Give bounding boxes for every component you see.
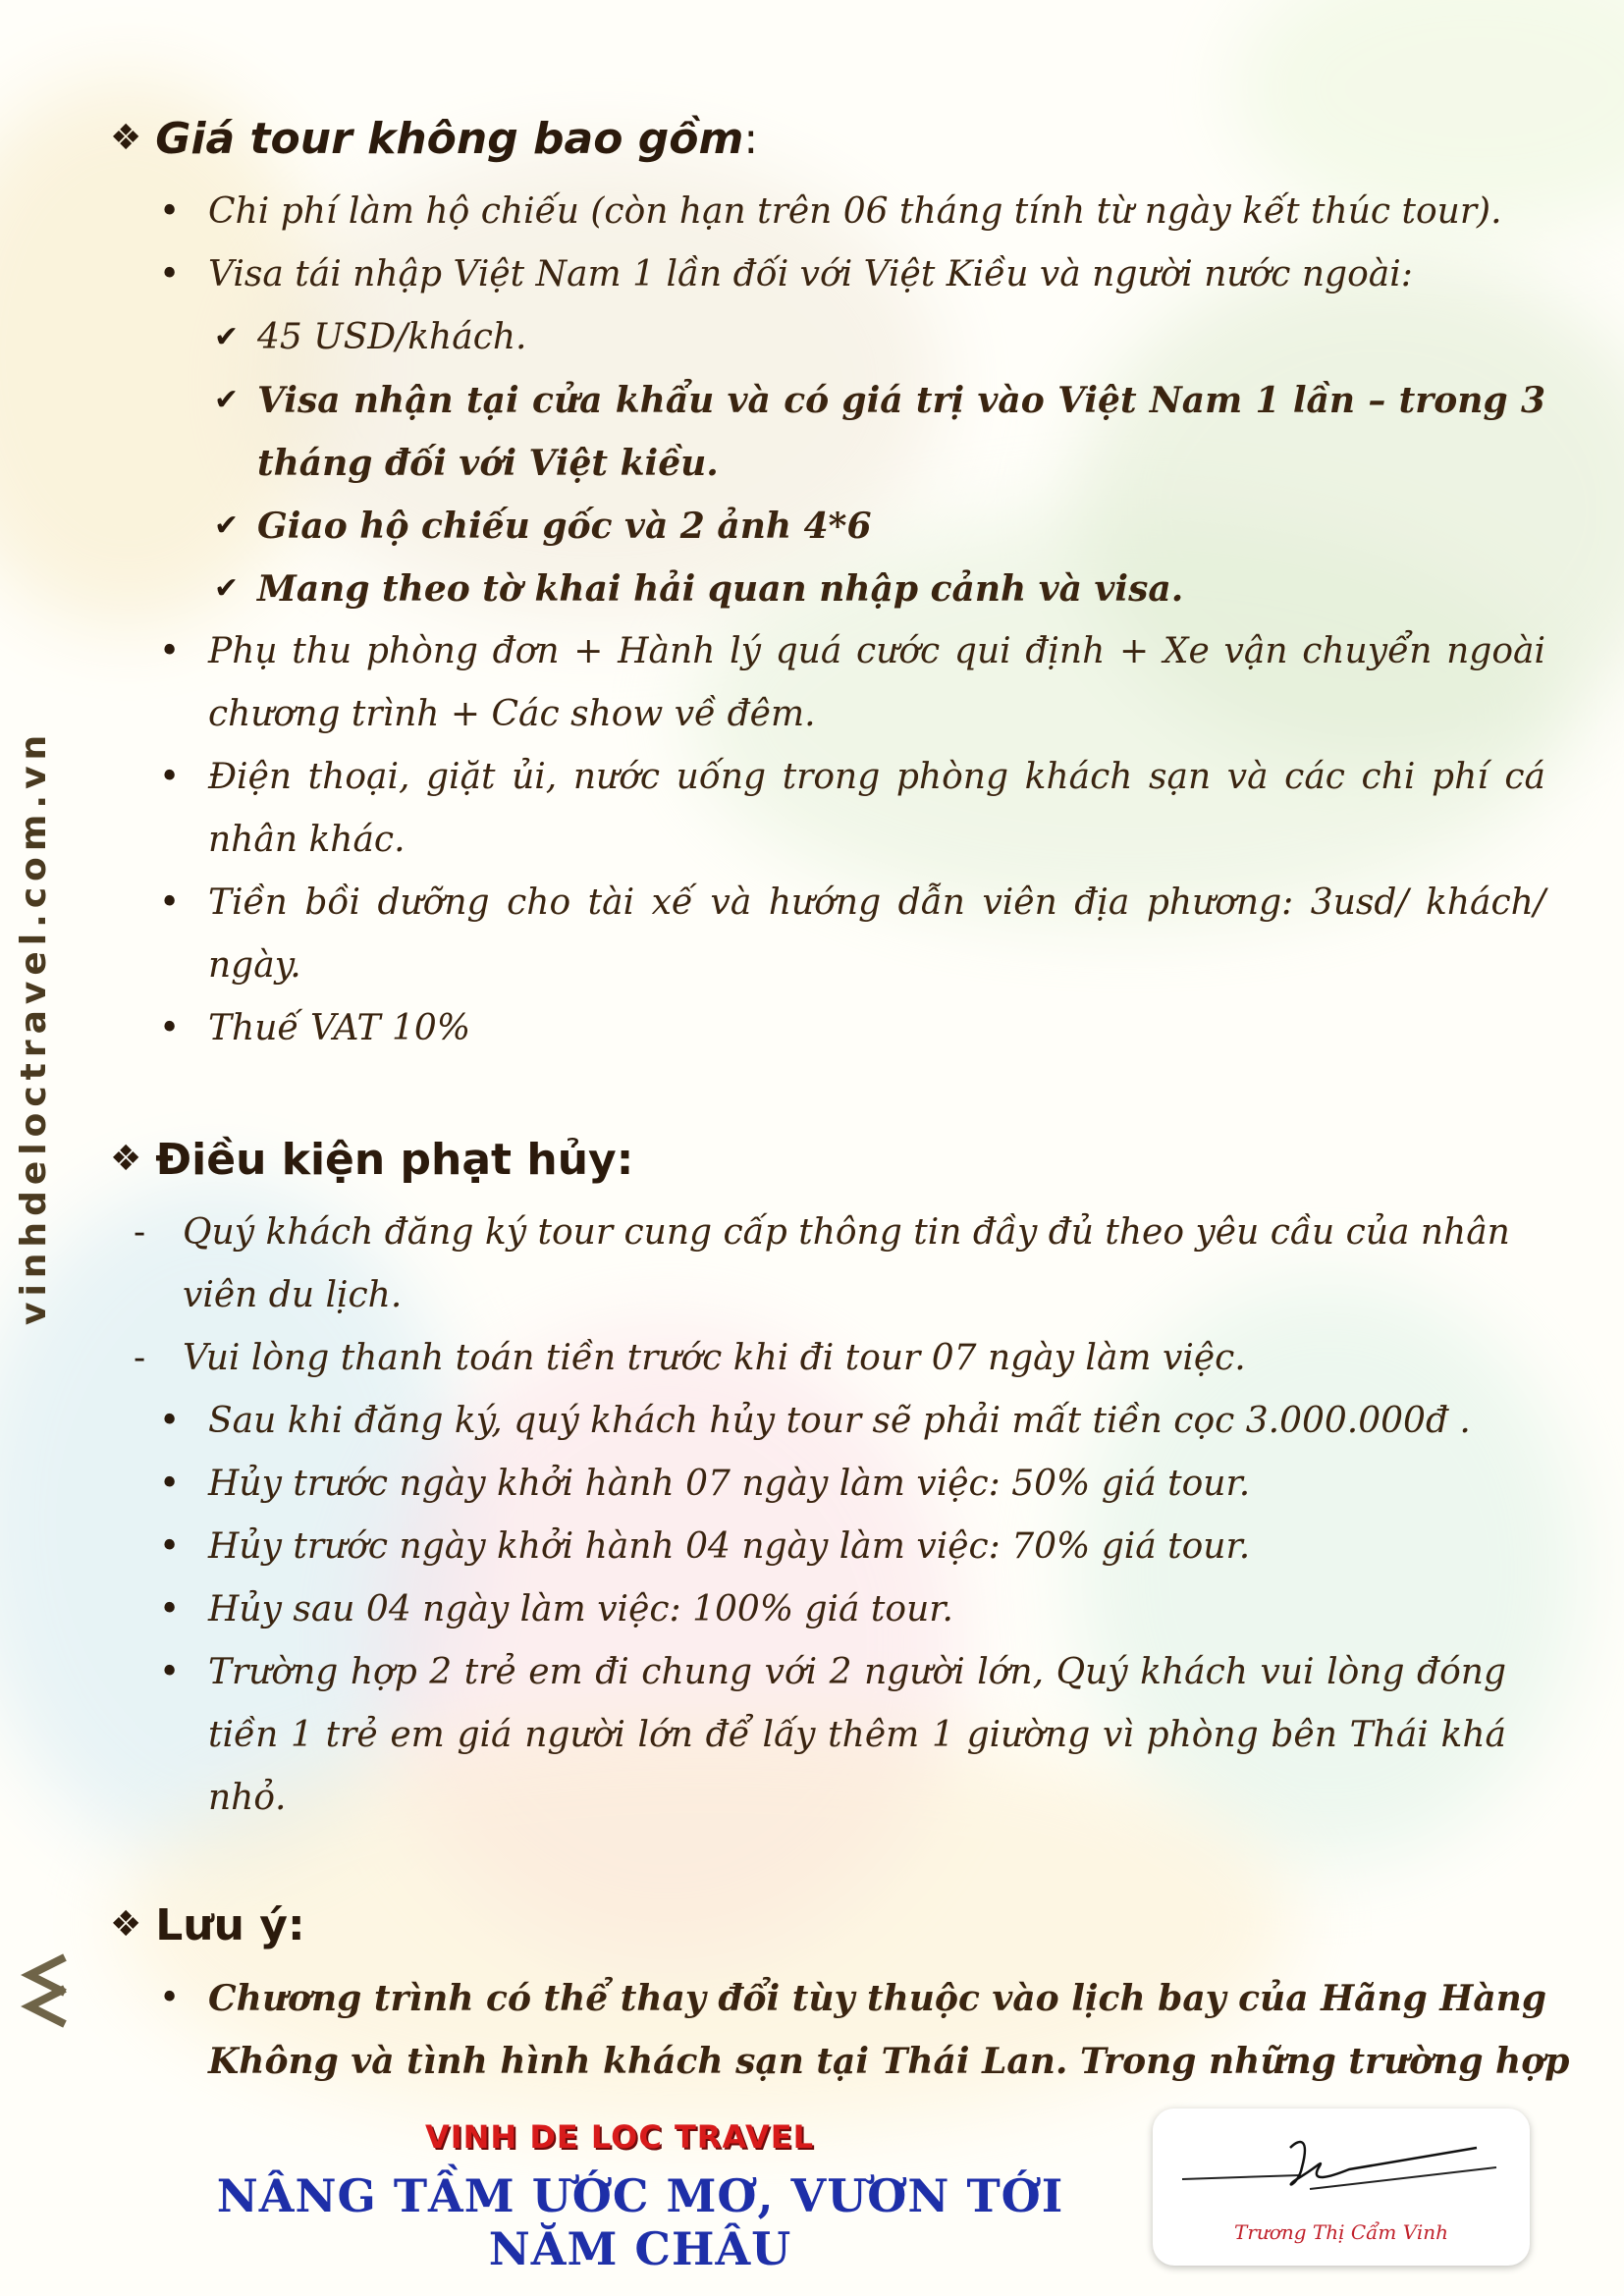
list-item: Chi phí làm hộ chiếu (còn hạn trên 06 tháng tính từ ngày kết thúc tour). xyxy=(208,191,1502,232)
signature-name: Trương Thị Cẩm Vinh xyxy=(1234,2220,1448,2244)
list-item: Điện thoại, giặt ủi, nước uống trong phòng khách sạn và các chi phí cá xyxy=(208,757,1545,797)
list-item: 45 USD/khách. xyxy=(257,317,527,357)
bullet-icon: • xyxy=(159,1401,181,1441)
bullet-icon: • xyxy=(159,1652,181,1692)
dash-icon: - xyxy=(134,1338,146,1378)
list-item: Tiền bồi dưỡng cho tài xế và hướng dẫn viên địa phương: 3usd/ khách/ xyxy=(208,882,1545,923)
list-item-continuation: chương trình + Các show về đêm. xyxy=(208,694,816,734)
company-slogan: NÂNG TẦM ƯỚC MƠ, VƯƠN TỚI NĂM CHÂU xyxy=(216,2169,1064,2275)
list-item: Mang theo tờ khai hải quan nhập cảnh và visa. xyxy=(257,568,1184,610)
list-item: Quý khách đăng ký tour cung cấp thông tin đầy đủ theo yêu cầu của nhân xyxy=(183,1212,1510,1253)
diamond-bullet-icon: ❖ xyxy=(110,118,142,158)
list-item-continuation: Không và tình hình khách sạn tại Thái Lan. Trong những trường hợp xyxy=(208,2041,1570,2082)
bullet-icon: • xyxy=(159,254,181,294)
list-item-continuation: tháng đối với Việt kiều. xyxy=(257,443,719,484)
chevron-left-icon xyxy=(18,1953,77,2032)
list-item: Chương trình có thể thay đổi tùy thuộc vào lịch bay của Hãng Hàng xyxy=(208,1978,1546,2019)
list-item-continuation: tiền 1 trẻ em giá người lớn để lấy thêm 1 giường vì phòng bên Thái khá xyxy=(208,1715,1506,1755)
bullet-icon: • xyxy=(159,1978,181,2018)
list-item: Phụ thu phòng đơn + Hành lý quá cước qui định + Xe vận chuyển ngoài xyxy=(208,631,1545,671)
list-item-continuation: nhỏ. xyxy=(208,1778,287,1818)
list-item-continuation: viên du lịch. xyxy=(183,1275,403,1315)
list-item: Visa tái nhập Việt Nam 1 lần đối với Việt Kiều và người nước ngoài: xyxy=(208,254,1413,294)
check-icon: ✔ xyxy=(214,383,240,417)
bullet-icon: • xyxy=(159,1008,181,1048)
list-item: Vui lòng thanh toán tiền trước khi đi tour 07 ngày làm việc. xyxy=(183,1338,1246,1378)
signature-scribble-icon xyxy=(1153,2109,1530,2216)
company-brand: VINH DE LOC TRAVEL xyxy=(424,2118,815,2156)
check-icon: ✔ xyxy=(214,508,240,543)
list-item: Hủy trước ngày khởi hành 04 ngày làm việc: 70% giá tour. xyxy=(208,1526,1251,1567)
diamond-bullet-icon: ❖ xyxy=(110,1904,142,1945)
bullet-icon: • xyxy=(159,1526,181,1567)
section-title-note: ❖ Lưu ý: xyxy=(110,1900,305,1950)
signature-box xyxy=(1153,2109,1530,2266)
list-item: Sau khi đăng ký, quý khách hủy tour sẽ phải mất tiền cọc 3.000.000đ . xyxy=(208,1401,1471,1441)
bullet-icon: • xyxy=(159,631,181,671)
check-icon: ✔ xyxy=(214,571,240,606)
bullet-icon: • xyxy=(159,757,181,797)
list-item: Giao hộ chiếu gốc và 2 ảnh 4*6 xyxy=(257,506,872,547)
list-item: Visa nhận tại cửa khẩu và có giá trị vào Việt Nam 1 lần – trong 3 xyxy=(257,380,1545,421)
list-item-continuation: ngày. xyxy=(208,945,301,986)
section-title-not-included: ❖ Giá tour không bao gồm: xyxy=(110,114,759,164)
bullet-icon: • xyxy=(159,1589,181,1629)
document-page: ❖ Giá tour không bao gồm: • Chi phí làm hộ chiếu (còn hạn trên 06 tháng tính từ ngày kết thúc tour). • Visa tái nhập Việt Nam 1 lần đối với Việt Kiều và người nước ngoài: ✔ 45 USD/khách. ✔ Visa nhận tại cửa khẩu và có giá trị vào Việt Nam 1 lần – trong 3 tháng đối với Việt kiều. ✔ Giao hộ chiếu gốc và 2 ảnh 4*6 ✔ Mang theo tờ khai hải quan nhập cảnh và visa. • Phụ thu phòng đơn + Hành lý quá cước qui định + Xe vận chuyển ngoài chương trình + Các show về đêm. • Điện thoại, giặt ủi, nước uống trong phòng khách sạn và các chi phí cá nhân khác. • Tiền bồi dưỡng cho tài xế và hướng dẫn viên địa phương: 3usd/ khách/ ngày. • Thuế VAT 10% ❖ Điều kiện phạt hủy: - Quý khách đăng ký tour cung cấp thông tin đầy đủ theo yêu cầu của nhân viên du lịch. - Vui lòng thanh toán tiền trước khi đi tour 07 ngày làm việc. • Sau khi đăng ký, quý khách hủy tour sẽ phải mất tiền cọc 3.000.000đ . • Hủy trước ngày khởi hành 07 ngày làm việc: 50% giá tour. • Hủy trước ngày khởi hành 04 ngày làm việc: 70% giá tour. • Hủy sau 04 ngày làm việc: 100% giá tour. • Trường hợp 2 trẻ em đi chung với 2 người lớn, Quý khách vui lòng đóng tiền 1 trẻ em giá người lớn để lấy thêm 1 giường vì phòng bên Thái khá nhỏ. ❖ Lưu ý: • Chương trình có thể thay đổi tùy thuộc vào lịch bay của Hãng Hàng Không và tình hình khách sạn tại Thái Lan. Trong những trường hợp vinhdeloctravel.com.vn VINH DE LOC TRAVEL NÂNG TẦM ƯỚC MƠ, VƯƠN TỚI NĂM CHÂU Trương Thị Cẩm Vinh xyxy=(14,114,1570,2275)
bullet-icon: • xyxy=(159,882,181,923)
bullet-icon: • xyxy=(159,191,181,232)
check-icon: ✔ xyxy=(214,320,240,354)
bullet-icon: • xyxy=(159,1464,181,1504)
list-item: Hủy trước ngày khởi hành 07 ngày làm việc: 50% giá tour. xyxy=(208,1464,1251,1504)
diamond-bullet-icon: ❖ xyxy=(110,1139,142,1179)
dash-icon: - xyxy=(134,1212,146,1253)
list-item: Trường hợp 2 trẻ em đi chung với 2 người lớn, Quý khách vui lòng đóng xyxy=(208,1652,1506,1692)
list-item: Thuế VAT 10% xyxy=(208,1008,471,1048)
section-title-cancellation: ❖ Điều kiện phạt hủy: xyxy=(110,1135,634,1185)
list-item: Hủy sau 04 ngày làm việc: 100% giá tour. xyxy=(208,1589,953,1629)
list-item-continuation: nhân khác. xyxy=(208,820,406,860)
